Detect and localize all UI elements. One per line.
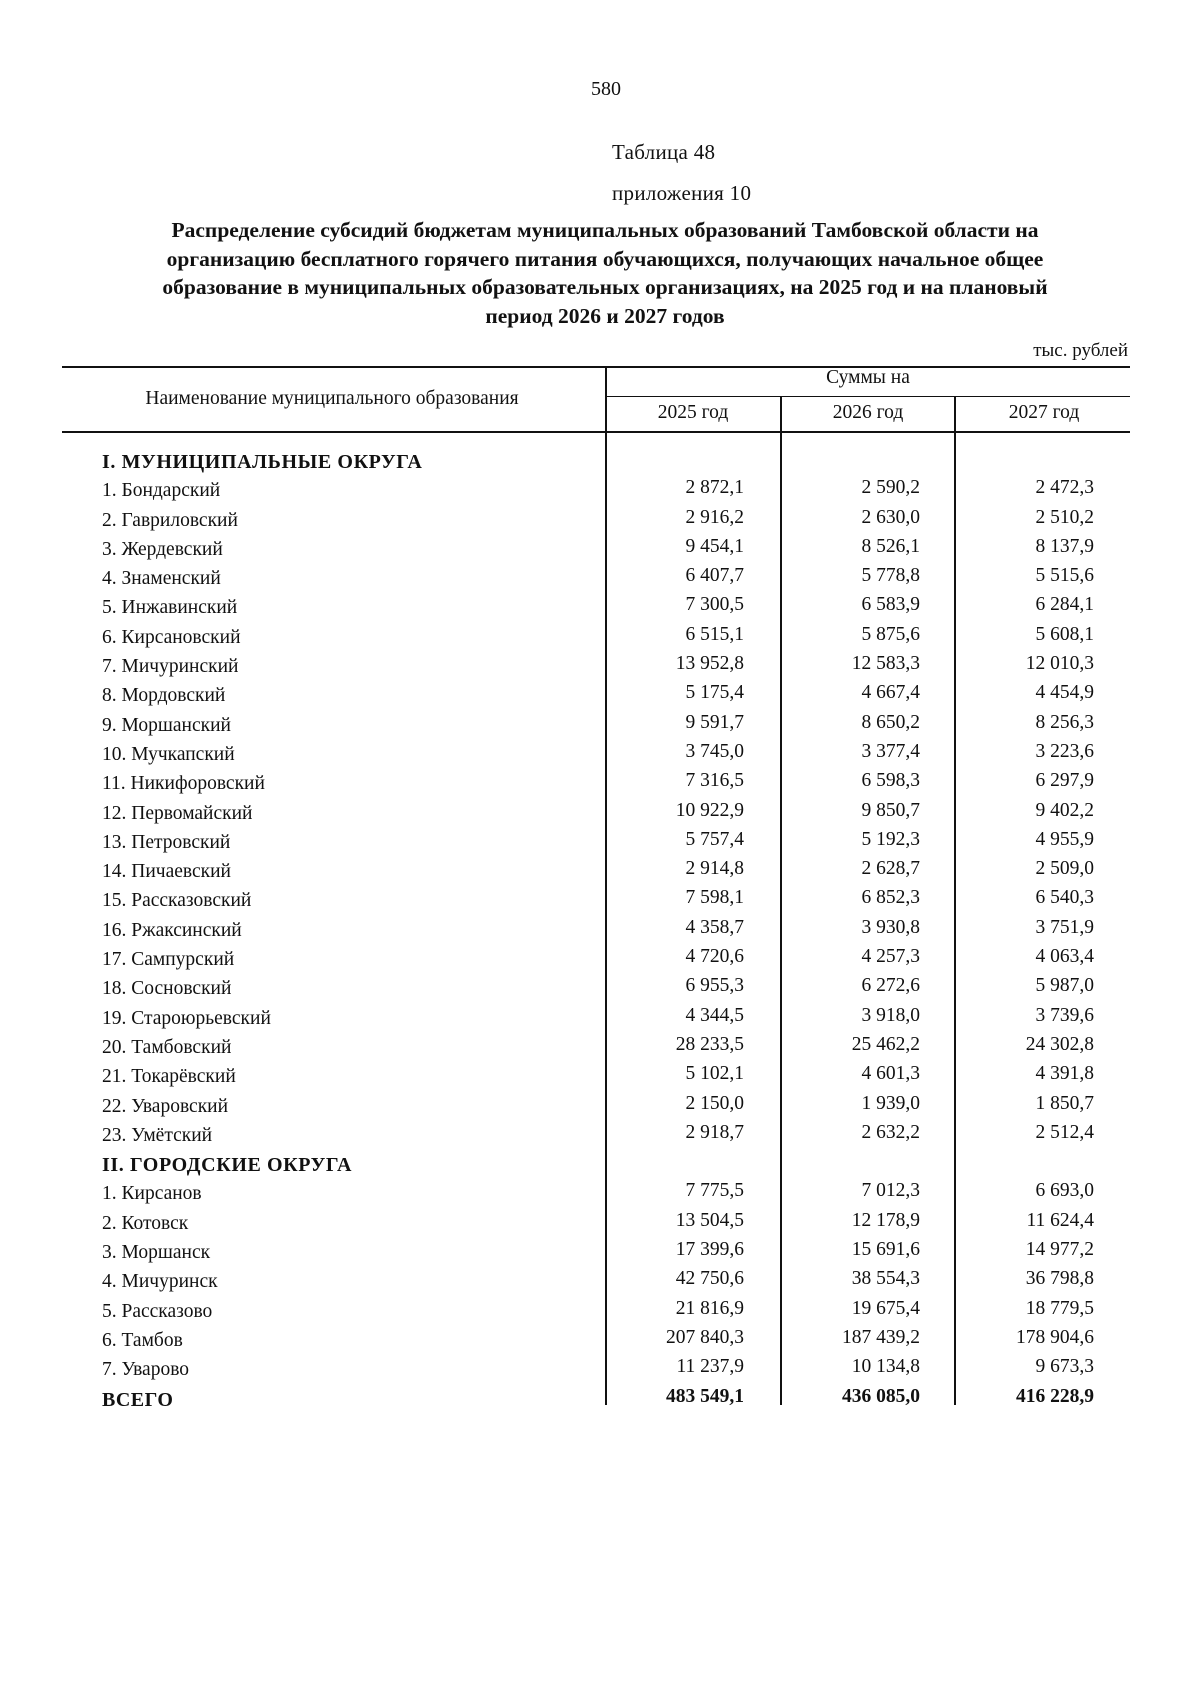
table-row: [0, 975, 1200, 1004]
amount-2027: 4 454,9: [1035, 682, 1094, 704]
municipality-name: 17. Сампурский: [102, 949, 235, 971]
amount-2026: 38 554,3: [851, 1268, 920, 1290]
amount-2025: 207 840,3: [666, 1326, 744, 1348]
header-bottom-rule: [62, 431, 1130, 433]
table-row: [0, 858, 1200, 887]
amount-2027: 8 137,9: [1035, 535, 1094, 557]
table-row: [0, 1093, 1200, 1122]
amount-2025: 9 454,1: [685, 535, 744, 557]
table-row: [0, 1122, 1200, 1151]
units-label: тыс. рублей: [1033, 340, 1128, 361]
amount-2027: 4 063,4: [1035, 946, 1094, 968]
amount-2025: 5 175,4: [685, 682, 744, 704]
amount-2025: 7 775,5: [685, 1180, 744, 1202]
municipality-name: 15. Рассказовский: [102, 890, 252, 912]
amount-2027: 18 779,5: [1025, 1297, 1094, 1319]
municipality-name: 19. Староюрьевский: [102, 1007, 271, 1029]
amount-2027: 6 693,0: [1035, 1180, 1094, 1202]
section-heading: I. МУНИЦИПАЛЬНЫЕ ОКРУГА: [102, 451, 423, 473]
municipality-name: 11. Никифоровский: [102, 773, 265, 795]
total-row: [0, 1386, 1200, 1415]
amount-2027: 3 751,9: [1035, 916, 1094, 938]
amount-2027: 9 402,2: [1035, 799, 1094, 821]
amount-2027: 11 624,4: [1026, 1209, 1094, 1231]
section-row: [0, 448, 1200, 477]
amount-2026: 7 012,3: [861, 1180, 920, 1202]
amount-2026: 4 257,3: [861, 946, 920, 968]
amount-2026: 6 583,9: [861, 594, 920, 616]
municipality-name: 6. Кирсановский: [102, 626, 241, 648]
amount-2026: 12 178,9: [851, 1209, 920, 1231]
section-row: [0, 1151, 1200, 1180]
amount-2025: 3 745,0: [685, 740, 744, 762]
municipality-name: 3. Моршанск: [102, 1242, 211, 1264]
amount-2025: 6 407,7: [685, 565, 744, 587]
municipality-name: 8. Мордовский: [102, 685, 226, 707]
amount-2026: 6 852,3: [861, 887, 920, 909]
header-year-2025: 2025 год: [657, 402, 729, 423]
amount-2026: 4 601,3: [861, 1063, 920, 1085]
amount-2027: 24 302,8: [1025, 1033, 1094, 1055]
amount-2027: 2 509,0: [1035, 858, 1094, 880]
amount-2025: 7 316,5: [685, 770, 744, 792]
municipality-name: 4. Знаменский: [102, 568, 221, 590]
amount-2026: 8 526,1: [861, 535, 920, 557]
header-sums-group: Суммы на: [826, 367, 910, 388]
municipality-name: 10. Мучкапский: [102, 743, 235, 765]
table-row: [0, 712, 1200, 741]
amount-2025: 6 515,1: [685, 623, 744, 645]
header-year-2026: 2026 год: [832, 402, 904, 423]
table-row: [0, 1356, 1200, 1385]
amount-2025: 2 872,1: [685, 477, 744, 499]
table-row: [0, 946, 1200, 975]
amount-2027: 4 955,9: [1035, 828, 1094, 850]
amount-2025: 4 344,5: [685, 1004, 744, 1026]
amount-2025: 483 549,1: [666, 1385, 744, 1407]
amount-2026: 3 377,4: [861, 740, 920, 762]
municipality-name: 2. Гавриловский: [102, 509, 238, 531]
municipality-name: ВСЕГО: [102, 1388, 174, 1411]
section-heading: II. ГОРОДСКИЕ ОКРУГА: [102, 1154, 353, 1177]
table-label: Таблица 48: [612, 140, 716, 164]
table-row: [0, 1327, 1200, 1356]
municipality-name: 9. Моршанский: [102, 714, 231, 736]
amount-2025: 28 233,5: [675, 1033, 744, 1055]
amount-2026: 9 850,7: [861, 799, 920, 821]
amount-2026: 2 632,2: [861, 1121, 920, 1143]
amount-2027: 6 297,9: [1035, 770, 1094, 792]
amount-2027: 5 608,1: [1035, 623, 1094, 645]
municipality-name: 18. Сосновский: [102, 978, 232, 1000]
table-row: [0, 917, 1200, 946]
title-line: образование в муниципальных образовательных организациях, на 2025 год и на плановый: [162, 275, 1048, 299]
municipality-name: 23. Умётский: [102, 1124, 213, 1146]
table-body: [0, 448, 1200, 1415]
table-row: [0, 1268, 1200, 1297]
amount-2025: 21 816,9: [675, 1297, 744, 1319]
table-row: [0, 682, 1200, 711]
amount-2027: 1 850,7: [1035, 1092, 1094, 1114]
amount-2026: 5 778,8: [861, 565, 920, 587]
amount-2025: 9 591,7: [685, 711, 744, 733]
amount-2026: 6 272,6: [861, 975, 920, 997]
table-row: [0, 507, 1200, 536]
amount-2026: 187 439,2: [842, 1326, 920, 1348]
amount-2026: 5 875,6: [861, 623, 920, 645]
table-row: [0, 653, 1200, 682]
amount-2026: 19 675,4: [851, 1297, 920, 1319]
table-row: [0, 1034, 1200, 1063]
amount-2025: 7 300,5: [685, 594, 744, 616]
title-line: организацию бесплатного горячего питания обучающихся, получающих начальное общее: [166, 246, 1044, 271]
amount-2025: 13 952,8: [675, 653, 744, 675]
amount-2027: 2 472,3: [1035, 477, 1094, 499]
amount-2027: 2 510,2: [1035, 506, 1094, 528]
municipality-name: 3. Жердевский: [102, 538, 223, 560]
amount-2026: 5 192,3: [861, 828, 920, 850]
amount-2025: 4 358,7: [685, 916, 744, 938]
amount-2026: 3 918,0: [861, 1004, 920, 1026]
amount-2027: 12 010,3: [1025, 653, 1094, 675]
table-row: [0, 829, 1200, 858]
amount-2025: 5 102,1: [685, 1063, 744, 1085]
municipality-name: 22. Уваровский: [102, 1095, 229, 1117]
table-row: [0, 624, 1200, 653]
amount-2027: 2 512,4: [1035, 1121, 1094, 1143]
table-row: [0, 741, 1200, 770]
amount-2026: 2 590,2: [861, 477, 920, 499]
header-name-column: Наименование муниципального образования: [145, 388, 519, 409]
table-row: [0, 770, 1200, 799]
amount-2025: 2 918,7: [685, 1121, 744, 1143]
amount-2026: 6 598,3: [861, 770, 920, 792]
amount-2026: 12 583,3: [851, 653, 920, 675]
table-row: [0, 1210, 1200, 1239]
amount-2027: 3 223,6: [1035, 740, 1094, 762]
municipality-name: 14. Пичаевский: [102, 861, 231, 883]
municipality-name: 20. Тамбовский: [102, 1036, 232, 1058]
amount-2025: 2 150,0: [685, 1092, 744, 1114]
amount-2027: 5 987,0: [1035, 975, 1094, 997]
amount-2026: 25 462,2: [851, 1033, 920, 1055]
amount-2026: 4 667,4: [861, 682, 920, 704]
table-row: [0, 536, 1200, 565]
amount-2026: 8 650,2: [861, 711, 920, 733]
amount-2027: 8 256,3: [1035, 711, 1094, 733]
table-row: [0, 477, 1200, 506]
municipality-name: 16. Ржаксинский: [102, 919, 242, 941]
table-row: [0, 565, 1200, 594]
table-row: [0, 800, 1200, 829]
amount-2027: 3 739,6: [1035, 1004, 1094, 1026]
amount-2027: 178 904,6: [1016, 1326, 1094, 1348]
sums-underline: [606, 396, 1130, 397]
amount-2026: 2 630,0: [861, 506, 920, 528]
amount-2025: 5 757,4: [685, 828, 744, 850]
table-row: [0, 1239, 1200, 1268]
table-row: [0, 1005, 1200, 1034]
municipality-name: 1. Бондарский: [102, 480, 221, 502]
table-row: [0, 1180, 1200, 1209]
amount-2025: 13 504,5: [675, 1209, 744, 1231]
municipality-name: 13. Петровский: [102, 831, 231, 853]
amount-2026: 15 691,6: [851, 1239, 920, 1261]
municipality-name: 12. Первомайский: [102, 802, 253, 824]
amount-2027: 6 540,3: [1035, 887, 1094, 909]
amount-2025: 11 237,9: [676, 1356, 744, 1378]
amount-2026: 1 939,0: [861, 1092, 920, 1114]
amount-2025: 6 955,3: [685, 975, 744, 997]
amount-2025: 7 598,1: [685, 887, 744, 909]
amount-2027: 4 391,8: [1035, 1063, 1094, 1085]
municipality-name: 7. Мичуринский: [102, 656, 239, 678]
amount-2026: 10 134,8: [851, 1356, 920, 1378]
municipality-name: 21. Токарёвский: [102, 1066, 236, 1088]
amount-2025: 2 914,8: [685, 858, 744, 880]
document-title: [80, 216, 1130, 330]
page-number: 580: [591, 78, 621, 100]
municipality-name: 5. Инжавинский: [102, 597, 238, 619]
table-row: [0, 1063, 1200, 1092]
amount-2027: 36 798,8: [1025, 1268, 1094, 1290]
amount-2025: 4 720,6: [685, 946, 744, 968]
amount-2026: 436 085,0: [842, 1385, 920, 1407]
table-row: [0, 1298, 1200, 1327]
table-row: [0, 887, 1200, 916]
municipality-name: 4. Мичуринск: [102, 1271, 218, 1293]
title-line: Распределение субсидий бюджетам муниципальных образований Тамбовской области на: [171, 218, 1039, 242]
municipality-name: 2. Котовск: [102, 1212, 189, 1234]
amount-2025: 42 750,6: [675, 1268, 744, 1290]
amount-2027: 416 228,9: [1016, 1385, 1094, 1407]
header-year-2027: 2027 год: [1008, 402, 1080, 423]
amount-2025: 2 916,2: [685, 506, 744, 528]
municipality-name: 5. Рассказово: [102, 1300, 213, 1322]
municipality-name: 7. Уварово: [102, 1359, 190, 1381]
amount-2026: 3 930,8: [861, 916, 920, 938]
amount-2027: 14 977,2: [1025, 1239, 1094, 1261]
amount-2025: 10 922,9: [675, 799, 744, 821]
amount-2027: 6 284,1: [1035, 594, 1094, 616]
municipality-name: 6. Тамбов: [102, 1329, 183, 1351]
amount-2025: 17 399,6: [675, 1239, 744, 1261]
amount-2027: 5 515,6: [1035, 565, 1094, 587]
table-row: [0, 594, 1200, 623]
amount-2026: 2 628,7: [861, 858, 920, 880]
amount-2027: 9 673,3: [1035, 1356, 1094, 1378]
municipality-name: 1. Кирсанов: [102, 1183, 202, 1205]
appendix-label: приложения 10: [612, 181, 752, 205]
title-line: период 2026 и 2027 годов: [485, 303, 725, 328]
